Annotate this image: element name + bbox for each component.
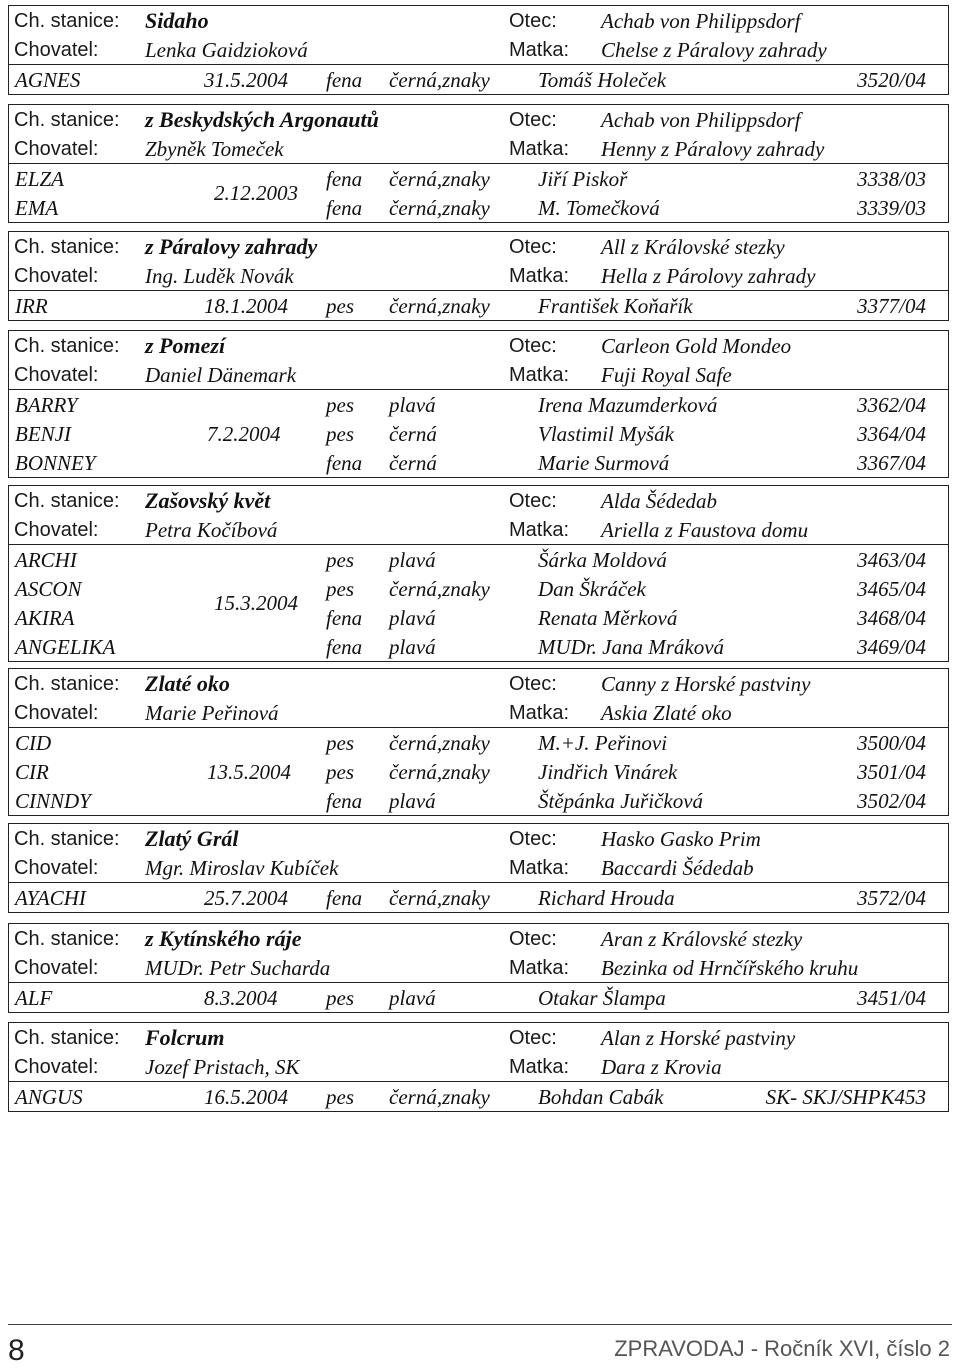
birth-date: 13.5.2004 xyxy=(207,759,291,784)
puppy-row xyxy=(9,603,948,632)
puppy-color: plavá xyxy=(389,393,436,417)
breeder-label: Chovatel: xyxy=(14,857,99,879)
puppy-owner: M. Tomečková xyxy=(538,196,660,220)
puppy-owner: Richard Hrouda xyxy=(538,886,675,910)
mother-name: Hella z Párolovy zahrady xyxy=(601,264,816,288)
station-name: z Beskydských Argonautů xyxy=(145,107,379,132)
puppy-owner: MUDr. Jana Mráková xyxy=(538,635,725,659)
station-row xyxy=(9,331,948,360)
registration-number: 3463/04 xyxy=(857,548,926,572)
puppy-owner: Jiří Piskoř xyxy=(538,167,628,191)
breeder-label: Chovatel: xyxy=(14,1056,99,1078)
puppy-sex: pes xyxy=(326,731,354,755)
puppy-row xyxy=(9,727,948,757)
station-label: Ch. stanice: xyxy=(14,236,120,258)
mother-name: Dara z Krovia xyxy=(601,1055,722,1079)
puppy-row xyxy=(9,757,948,786)
registration-number: 3501/04 xyxy=(857,760,926,784)
puppy-owner: Bohdan Cabák xyxy=(538,1085,664,1109)
puppy-sex: pes xyxy=(326,986,354,1010)
breeder-name: Marie Peřinová xyxy=(145,701,279,725)
puppy-name: EMA xyxy=(15,196,59,220)
father-name: Alda Šédedab xyxy=(601,489,718,513)
birth-date: 25.7.2004 xyxy=(204,886,288,910)
puppy-sex: fena xyxy=(326,606,363,630)
registration-number: 3572/04 xyxy=(857,886,926,910)
mother-label: Matka: xyxy=(509,138,570,160)
puppy-color: plavá xyxy=(389,548,436,572)
birth-date: 8.3.2004 xyxy=(204,986,278,1010)
mother-label: Matka: xyxy=(509,1056,570,1078)
breeder-row xyxy=(9,1052,948,1081)
puppy-name: ANGELIKA xyxy=(15,635,116,659)
station-label: Ch. stanice: xyxy=(14,335,120,357)
puppy-color: černá,znaky xyxy=(389,294,490,318)
breeder-name: Petra Kočíbová xyxy=(145,518,278,542)
puppy-name: CID xyxy=(15,731,52,755)
puppy-sex: pes xyxy=(326,760,354,784)
litter-block xyxy=(8,104,949,223)
station-label: Ch. stanice: xyxy=(14,490,120,512)
mother-label: Matka: xyxy=(509,857,570,879)
father-label: Otec: xyxy=(509,236,557,258)
puppy-row xyxy=(9,1081,948,1111)
puppy-sex: pes xyxy=(326,577,354,601)
publication-title: ZPRAVODAJ - Ročník XVI, číslo 2 xyxy=(614,1336,950,1361)
puppy-name: IRR xyxy=(15,294,48,318)
mother-label: Matka: xyxy=(509,957,570,979)
breeder-name: Ing. Luděk Novák xyxy=(145,264,294,288)
registration-number: 3364/04 xyxy=(857,422,926,446)
station-name: Sidaho xyxy=(145,8,209,33)
puppy-sex: pes xyxy=(326,393,354,417)
puppy-sex: fena xyxy=(326,451,363,475)
station-row xyxy=(9,6,948,35)
station-name: Folcrum xyxy=(145,1025,225,1050)
breeder-name: Mgr. Miroslav Kubíček xyxy=(145,856,339,880)
puppy-owner: Šárka Moldová xyxy=(538,548,667,572)
breeder-row xyxy=(9,261,948,290)
puppy-owner: Štěpánka Juřičková xyxy=(538,789,704,813)
breeder-label: Chovatel: xyxy=(14,519,99,541)
puppy-sex: pes xyxy=(326,294,354,318)
father-name: Hasko Gasko Prim xyxy=(601,827,761,851)
breeder-row xyxy=(9,515,948,544)
father-name: Canny z Horské pastviny xyxy=(601,672,811,696)
puppy-sex: fena xyxy=(326,196,363,220)
station-row xyxy=(9,232,948,261)
puppy-row xyxy=(9,64,948,94)
station-name: Zlaté oko xyxy=(145,671,230,696)
registration-number: SK- SKJ/SHPK453 xyxy=(765,1085,926,1109)
puppy-row xyxy=(9,290,948,320)
station-label: Ch. stanice: xyxy=(14,828,120,850)
station-name: Zašovský květ xyxy=(145,488,271,513)
puppy-row xyxy=(9,982,948,1012)
birth-date: 15.3.2004 xyxy=(214,591,298,615)
puppy-row xyxy=(9,448,948,477)
station-label: Ch. stanice: xyxy=(14,109,120,131)
station-label: Ch. stanice: xyxy=(14,1027,120,1049)
station-row xyxy=(9,924,948,953)
puppy-color: plavá xyxy=(389,789,436,813)
puppy-owner: Jindřich Vinárek xyxy=(538,760,678,784)
puppy-sex: fena xyxy=(326,167,363,191)
puppy-color: černá,znaky xyxy=(389,196,490,220)
station-label: Ch. stanice: xyxy=(14,10,120,32)
puppy-row xyxy=(9,389,948,419)
puppy-color: černá,znaky xyxy=(389,886,490,910)
registration-number: 3465/04 xyxy=(857,577,926,601)
breeder-label: Chovatel: xyxy=(14,265,99,287)
breeder-row xyxy=(9,35,948,64)
station-row xyxy=(9,105,948,134)
birth-date: 31.5.2004 xyxy=(204,68,288,92)
station-name: z Páralovy zahrady xyxy=(145,234,318,259)
puppy-owner: František Koňařík xyxy=(538,294,693,318)
puppy-name: ANGUS xyxy=(15,1085,83,1109)
puppy-name: BENJI xyxy=(15,422,71,446)
father-label: Otec: xyxy=(509,109,557,131)
puppy-name: AGNES xyxy=(15,68,81,92)
registration-number: 3520/04 xyxy=(857,68,926,92)
footer-divider xyxy=(8,1324,952,1325)
registration-number: 3451/04 xyxy=(857,986,926,1010)
puppy-sex: pes xyxy=(326,548,354,572)
puppy-color: černá,znaky xyxy=(389,731,490,755)
station-name: Zlatý Grál xyxy=(145,826,239,851)
registration-number: 3339/03 xyxy=(857,196,926,220)
breeder-label: Chovatel: xyxy=(14,957,99,979)
breeder-label: Chovatel: xyxy=(14,702,99,724)
puppy-color: černá,znaky xyxy=(389,577,490,601)
puppy-owner: Dan Škráček xyxy=(538,577,646,601)
puppy-row xyxy=(9,163,948,193)
puppy-row xyxy=(9,786,948,815)
puppy-owner: Irena Mazumderková xyxy=(538,393,718,417)
breeder-name: Daniel Dänemark xyxy=(145,363,297,387)
breeder-label: Chovatel: xyxy=(14,39,99,61)
birth-date: 18.1.2004 xyxy=(204,294,288,318)
litter-block xyxy=(8,5,949,95)
puppy-row xyxy=(9,419,948,448)
registration-number: 3502/04 xyxy=(857,789,926,813)
father-label: Otec: xyxy=(509,673,557,695)
litter-block xyxy=(8,231,949,321)
station-name: z Pomezí xyxy=(145,333,226,358)
breeder-row xyxy=(9,953,948,982)
father-label: Otec: xyxy=(509,828,557,850)
station-row xyxy=(9,1023,948,1052)
birth-date: 7.2.2004 xyxy=(207,421,281,446)
father-label: Otec: xyxy=(509,490,557,512)
puppy-name: CINNDY xyxy=(15,789,91,813)
mother-name: Baccardi Šédedab xyxy=(601,856,754,880)
litter-block xyxy=(8,823,949,913)
puppy-color: černá xyxy=(389,451,437,475)
mother-name: Fuji Royal Safe xyxy=(601,363,732,387)
puppy-color: černá,znaky xyxy=(389,68,490,92)
father-label: Otec: xyxy=(509,335,557,357)
registration-number: 3377/04 xyxy=(857,294,926,318)
litter-block xyxy=(8,668,949,816)
breeder-label: Chovatel: xyxy=(14,138,99,160)
breeder-row xyxy=(9,134,948,163)
mother-name: Chelse z Páralovy zahrady xyxy=(601,38,827,62)
father-name: Alan z Horské pastviny xyxy=(601,1026,796,1050)
father-name: Achab von Philippsdorf xyxy=(601,108,801,132)
father-name: Carleon Gold Mondeo xyxy=(601,334,792,358)
registration-number: 3469/04 xyxy=(857,635,926,659)
station-label: Ch. stanice: xyxy=(14,928,120,950)
mother-name: Askia Zlaté oko xyxy=(601,701,732,725)
puppy-name: ASCON xyxy=(15,577,82,601)
breeder-name: Jozef Pristach, SK xyxy=(145,1055,300,1079)
puppy-name: ALF xyxy=(15,986,53,1010)
station-row xyxy=(9,824,948,853)
breeder-name: MUDr. Petr Sucharda xyxy=(145,956,331,980)
father-name: All z Královské stezky xyxy=(601,235,785,259)
puppy-owner: Vlastimil Myšák xyxy=(538,422,674,446)
mother-name: Henny z Páralovy zahrady xyxy=(601,137,825,161)
puppy-row xyxy=(9,193,948,222)
litter-block xyxy=(8,485,949,662)
page-number: 8 xyxy=(8,1334,25,1367)
father-name: Aran z Královské stezky xyxy=(601,927,803,951)
litter-block xyxy=(8,923,949,1013)
puppy-name: CIR xyxy=(15,760,49,784)
mother-label: Matka: xyxy=(509,39,570,61)
puppy-name: AKIRA xyxy=(15,606,75,630)
breeder-label: Chovatel: xyxy=(14,364,99,386)
mother-label: Matka: xyxy=(509,364,570,386)
registration-number: 3500/04 xyxy=(857,731,926,755)
mother-name: Ariella z Faustova domu xyxy=(601,518,809,542)
puppy-sex: pes xyxy=(326,1085,354,1109)
puppy-color: plavá xyxy=(389,606,436,630)
mother-name: Bezinka od Hrnčířského kruhu xyxy=(601,956,859,980)
puppy-name: ARCHI xyxy=(15,548,77,572)
puppy-name: BARRY xyxy=(15,393,78,417)
breeder-row xyxy=(9,698,948,727)
father-name: Achab von Philippsdorf xyxy=(601,9,801,33)
puppy-name: BONNEY xyxy=(15,451,96,475)
registration-number: 3468/04 xyxy=(857,606,926,630)
puppy-sex: fena xyxy=(326,789,363,813)
puppy-color: černá,znaky xyxy=(389,167,490,191)
litter-block xyxy=(8,1022,949,1112)
puppy-color: černá,znaky xyxy=(389,760,490,784)
birth-date: 2.12.2003 xyxy=(214,181,298,205)
puppy-sex: fena xyxy=(326,886,363,910)
registration-number: 3338/03 xyxy=(857,167,926,191)
puppy-sex: fena xyxy=(326,635,363,659)
puppy-owner: M.+J. Peřinovi xyxy=(538,731,668,755)
breeder-name: Zbyněk Tomeček xyxy=(145,137,284,161)
breeder-name: Lenka Gaidzioková xyxy=(145,38,308,62)
puppy-owner: Otakar Šlampa xyxy=(538,986,666,1010)
puppy-color: černá xyxy=(389,422,437,446)
puppy-sex: fena xyxy=(326,68,363,92)
father-label: Otec: xyxy=(509,928,557,950)
registration-number: 3367/04 xyxy=(857,451,926,475)
puppy-owner: Renata Měrková xyxy=(538,606,678,630)
station-row xyxy=(9,486,948,515)
puppy-row xyxy=(9,632,948,661)
puppy-row xyxy=(9,544,948,574)
puppy-name: AYACHI xyxy=(15,886,86,910)
mother-label: Matka: xyxy=(509,519,570,541)
registration-number: 3362/04 xyxy=(857,393,926,417)
mother-label: Matka: xyxy=(509,265,570,287)
puppy-color: černá,znaky xyxy=(389,1085,490,1109)
litter-block xyxy=(8,330,949,478)
station-label: Ch. stanice: xyxy=(14,673,120,695)
station-row xyxy=(9,669,948,698)
breeder-row xyxy=(9,853,948,882)
mother-label: Matka: xyxy=(509,702,570,724)
puppy-row xyxy=(9,574,948,603)
puppy-owner: Marie Surmová xyxy=(538,451,670,475)
station-name: z Kytínského ráje xyxy=(145,926,302,951)
father-label: Otec: xyxy=(509,1027,557,1049)
puppy-row xyxy=(9,882,948,912)
father-label: Otec: xyxy=(509,10,557,32)
puppy-name: ELZA xyxy=(15,167,65,191)
birth-date: 16.5.2004 xyxy=(204,1085,288,1109)
puppy-color: plavá xyxy=(389,635,436,659)
puppy-sex: pes xyxy=(326,422,354,446)
puppy-color: plavá xyxy=(389,986,436,1010)
breeder-row xyxy=(9,360,948,389)
puppy-owner: Tomáš Holeček xyxy=(538,68,667,92)
